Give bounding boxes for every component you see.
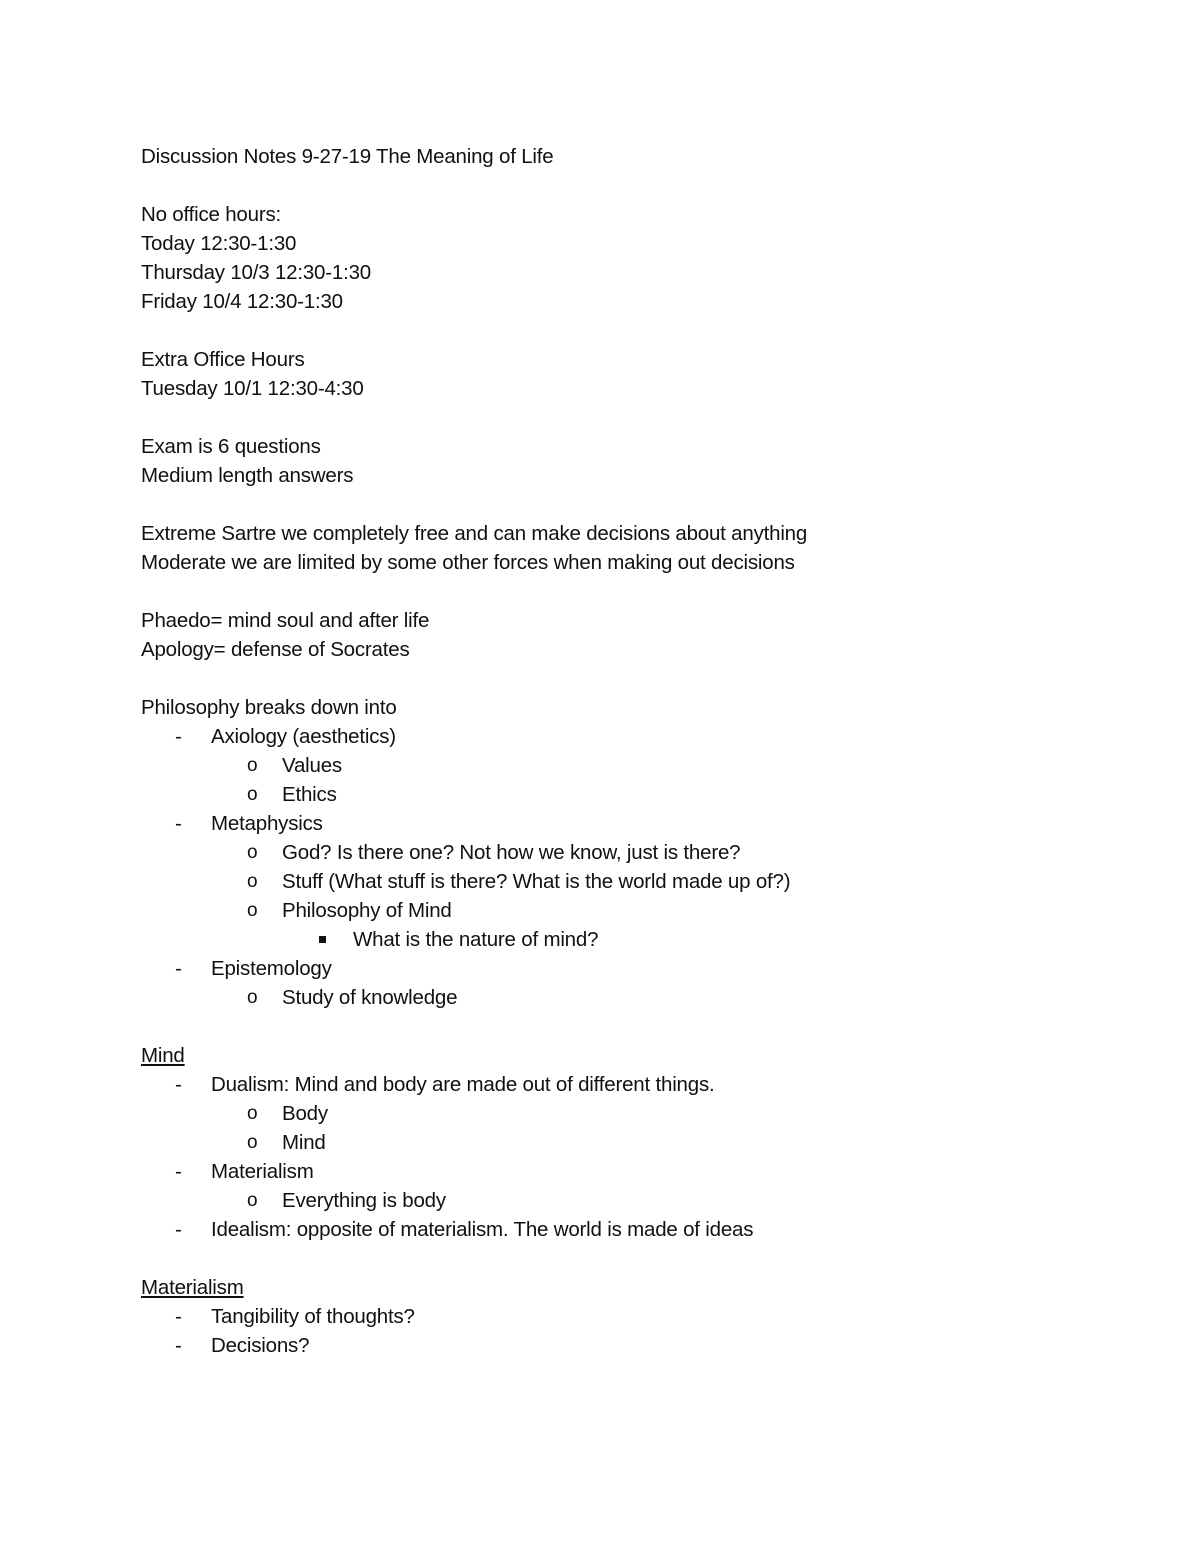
- dialogue-line: Phaedo= mind soul and after life: [141, 609, 430, 632]
- freedom-line: Moderate we are limited by some other forces when making out decisions: [141, 551, 795, 574]
- extra-hours-heading: Extra Office Hours: [141, 348, 305, 371]
- materialism-heading: Materialism: [141, 1276, 244, 1299]
- list-item: What is the nature of mind?: [141, 925, 1101, 954]
- office-hours-line: Today 12:30-1:30: [141, 232, 297, 255]
- list-item: o Everything is body: [141, 1186, 1101, 1215]
- freedom-line: Extreme Sartre we completely free and can make decisions about anything: [141, 522, 808, 545]
- dash-marker: -: [175, 957, 182, 980]
- circle-bullet-icon: o: [247, 1103, 258, 1124]
- list-item: - Tangibility of thoughts?: [141, 1302, 1101, 1331]
- list-item: - Idealism: opposite of materialism. The world is made of ideas: [141, 1215, 1101, 1244]
- list-item: o Philosophy of Mind: [141, 896, 1101, 925]
- list-item: o Body: [141, 1099, 1101, 1128]
- circle-bullet-icon: o: [247, 784, 258, 805]
- mind-heading: Mind: [141, 1044, 185, 1067]
- circle-bullet-icon: o: [247, 1132, 258, 1153]
- circle-bullet-icon: o: [247, 987, 258, 1008]
- office-hours-line: Thursday 10/3 12:30-1:30: [141, 261, 371, 284]
- list-item: o God? Is there one? Not how we know, just is there?: [141, 838, 1101, 867]
- exam-line: Medium length answers: [141, 464, 354, 487]
- list-item: - Materialism: [141, 1157, 1101, 1186]
- square-bullet-icon: [319, 936, 326, 943]
- dialogue-line: Apology= defense of Socrates: [141, 638, 410, 661]
- dash-marker: -: [175, 1073, 182, 1096]
- materialism-list: [141, 1302, 1101, 1360]
- office-hours-heading: No office hours:: [141, 203, 281, 226]
- dash-marker: -: [175, 1334, 182, 1357]
- list-item: o Study of knowledge: [141, 983, 1101, 1012]
- extra-hours-line: Tuesday 10/1 12:30-4:30: [141, 377, 364, 400]
- list-item: o Stuff (What stuff is there? What is the world made up of?): [141, 867, 1101, 896]
- office-hours-line: Friday 10/4 12:30-1:30: [141, 290, 343, 313]
- document-content: [141, 142, 1101, 1360]
- dash-marker: -: [175, 1218, 182, 1241]
- list-item: - Dualism: Mind and body are made out of different things.: [141, 1070, 1101, 1099]
- circle-bullet-icon: o: [247, 871, 258, 892]
- list-item: - Metaphysics: [141, 809, 1101, 838]
- philosophy-heading: Philosophy breaks down into: [141, 696, 397, 719]
- circle-bullet-icon: o: [247, 1190, 258, 1211]
- dash-marker: -: [175, 812, 182, 835]
- circle-bullet-icon: o: [247, 900, 258, 921]
- document-title: Discussion Notes 9-27-19 The Meaning of Life: [141, 145, 554, 168]
- dash-marker: -: [175, 1305, 182, 1328]
- circle-bullet-icon: o: [247, 842, 258, 863]
- mind-list: [141, 1070, 1101, 1244]
- circle-bullet-icon: o: [247, 755, 258, 776]
- exam-line: Exam is 6 questions: [141, 435, 321, 458]
- list-item: o Values: [141, 751, 1101, 780]
- list-item: o Ethics: [141, 780, 1101, 809]
- philosophy-list: [141, 722, 1101, 1012]
- list-item: o Mind: [141, 1128, 1101, 1157]
- list-item: - Axiology (aesthetics): [141, 722, 1101, 751]
- list-item: - Decisions?: [141, 1331, 1101, 1360]
- dash-marker: -: [175, 1160, 182, 1183]
- list-item: - Epistemology: [141, 954, 1101, 983]
- dash-marker: -: [175, 725, 182, 748]
